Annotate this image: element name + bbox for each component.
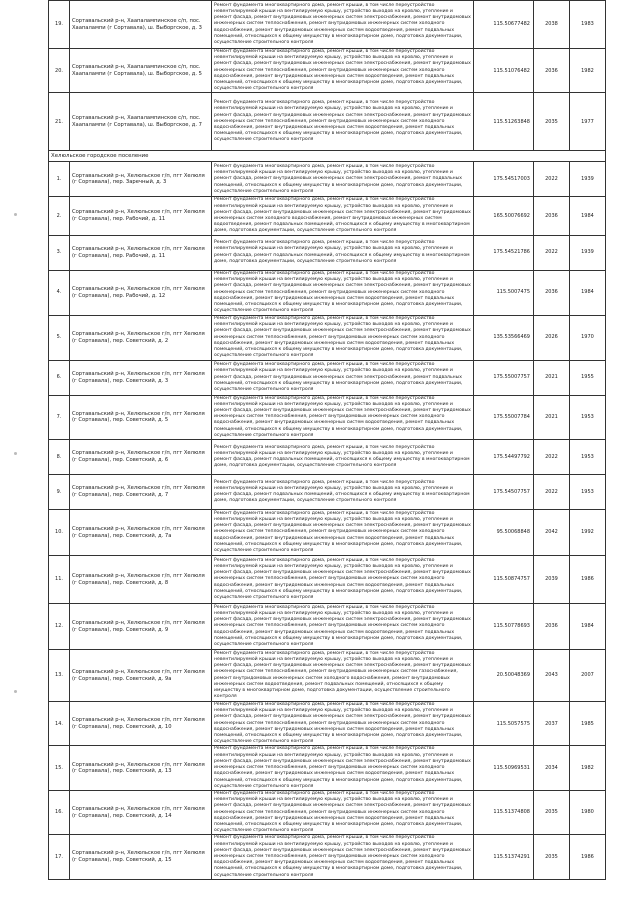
row-address: Сортавальский р-н, Хелюльское г/п, пгт Хелюля (г Сортавала), пер. Заречный, д. 3: [70, 162, 212, 197]
row-address: Сортавальский р-н, Хелюльское г/п, пгт Хелюля (г Сортавала), пер. Советский, д. 2: [70, 315, 212, 360]
row-work-description: Ремонт фундамента многоквартирного дома, ремонт крыши, в том числе переустройство невентилируемой крыши на вентилируемую крышу, устройство выходов на кровлю, утепление и ремонт фасада, ремонт внутридомовых инженерных систем электроснабжения, ремонт внутридомовых инженерных систем теплоснабжения, ремонт внутридомовых инженерных систем холодного водоснабжения, ремонт внутридомовых инженерных систем водоотведения, ремонт подвальных помещений, относящихся к общему имуществу в многоквартирном доме, подготовка документации, осуществление строительного контроля: [212, 395, 474, 439]
row-build-year: 1955: [570, 360, 606, 395]
row-address: Сортавальский р-н, Хелюльское г/п, пгт Хелюля (г Сортавала), пер. Советский, д. 3: [70, 360, 212, 395]
row-number: 13.: [49, 650, 70, 702]
row-build-year: 1985: [570, 702, 606, 746]
row-planned-year: 2021: [534, 395, 570, 439]
row-number: 9.: [49, 475, 70, 510]
row-address: Сортавальский р-н, Хелюльское г/п, пгт Хелюля (г Сортавала), пер. Советский, д. 8: [70, 556, 212, 604]
table-row: [49, 475, 606, 510]
row-build-year: 1982: [570, 746, 606, 790]
row-address: Сортавальский р-н, Хелюльское г/п, пгт Хелюля (г Сортавала), пер. Советский, д. 14: [70, 790, 212, 834]
table-row: [49, 650, 606, 702]
table-row: [49, 835, 606, 879]
row-work-description: Ремонт фундамента многоквартирного дома, ремонт крыши, в том числе переустройство невентилируемой крыши на вентилируемую крышу, устройство выходов на кровлю, утепление и ремонт фасада, ремонт внутридомовых инженерных систем электроснабжения, ремонт внутридомовых инженерных систем теплоснабжения, ремонт внутридомовых инженерных систем холодного водоснабжения, ремонт внутридомовых инженерных систем водоотведения, ремонт подвальных помещений, относящихся к общему имуществу в многоквартирном доме, подготовка документации, осуществление строительного контроля: [212, 702, 474, 746]
row-planned-year: 2035: [534, 835, 570, 879]
row-planned-year: 2035: [534, 790, 570, 834]
row-number: 2.: [49, 197, 70, 235]
row-cost-value: 115.5007475: [474, 270, 534, 315]
row-cost-value: 135.53566469: [474, 315, 534, 360]
table-row: [49, 395, 606, 439]
row-build-year: 1970: [570, 315, 606, 360]
row-build-year: 1982: [570, 49, 606, 93]
row-address: Сортавальский р-н, Хелюльское г/п, пгт Хелюля (г Сортавала), пер. Советский, д. 7а: [70, 510, 212, 556]
scan-dot: [14, 452, 17, 455]
row-cost-value: 175.54507757: [474, 475, 534, 510]
table-row: [49, 790, 606, 834]
row-work-description: Ремонт фундамента многоквартирного дома, ремонт крыши, в том числе переустройство невентилируемой крыши на вентилируемую крышу, устройство выходов на кровлю, утепление и ремонт фасада, ремонт внутридомовых инженерных систем электроснабжения, ремонт подвальных помещений, относящихся к общему имуществу в многоквартирном доме, подготовка документации, осуществление строительного контроля: [212, 360, 474, 395]
row-number: 12.: [49, 604, 70, 650]
row-cost-value: 115.50874757: [474, 556, 534, 604]
row-planned-year: 2039: [534, 556, 570, 604]
row-cost-value: 175.55007757: [474, 360, 534, 395]
row-number: 3.: [49, 235, 70, 270]
row-cost-value: 175.55007784: [474, 395, 534, 439]
row-number: 4.: [49, 270, 70, 315]
row-planned-year: 2021: [534, 360, 570, 395]
row-cost-value: 115.51263848: [474, 93, 534, 151]
row-number: 19.: [49, 1, 70, 49]
row-planned-year: 2035: [534, 93, 570, 151]
table-row: [49, 702, 606, 746]
row-planned-year: 2036: [534, 197, 570, 235]
table-row: [49, 510, 606, 556]
row-work-description: Ремонт фундамента многоквартирного дома, ремонт крыши, в том числе переустройство невентилируемой крыши на вентилируемую крышу, устройство выходов на кровлю, утепление и ремонт фасада, ремонт внутридомовых инженерных систем электроснабжения, ремонт внутридомовых инженерных систем теплоснабжения, ремонт внутридомовых инженерных систем холодного водоснабжения, ремонт внутридомовых инженерных систем водоотведения, ремонт подвальных помещений, относящихся к общему имуществу в многоквартирном доме, подготовка документации, осуществление строительного контроля: [212, 49, 474, 93]
row-planned-year: 2034: [534, 746, 570, 790]
row-address: Сортавальский р-н, Хаапалампинское с/п, пос. Хаапалампи (г Сортавала), ш. Выборгское, д. 3: [70, 1, 212, 49]
table-row: [49, 93, 606, 151]
row-number: 21.: [49, 93, 70, 151]
document-page: [48, 0, 605, 882]
row-work-description: Ремонт фундамента многоквартирного дома, ремонт крыши, в том числе переустройство невентилируемой крыши на вентилируемую крышу, устройство выходов на кровлю, утепление и ремонт фасада, ремонт подвальных помещений, относящихся к общему имуществу в многоквартирном доме, подготовка документации, осуществление строительного контроля: [212, 235, 474, 270]
row-build-year: 1953: [570, 475, 606, 510]
row-planned-year: 2022: [534, 162, 570, 197]
row-planned-year: 2036: [534, 604, 570, 650]
table-row: [49, 440, 606, 475]
row-work-description: Ремонт фундамента многоквартирного дома, ремонт крыши, в том числе переустройство невентилируемой крыши на вентилируемую крышу, устройство выходов на кровлю, утепление и ремонт фасада, ремонт внутридомовых инженерных систем электроснабжения, ремонт внутридомовых инженерных систем теплоснабжения, ремонт внутридомовых инженерных систем холодного водоснабжения, ремонт внутридомовых инженерных систем водоотведения, ремонт подвальных помещений, относящихся к общему имуществу в многоквартирном доме, подготовка документации, осуществление строительного контроля: [212, 510, 474, 556]
row-planned-year: 2043: [534, 650, 570, 702]
capital-repair-table: [48, 0, 606, 880]
row-build-year: 1977: [570, 93, 606, 151]
row-work-description: Ремонт фундамента многоквартирного дома, ремонт крыши, в том числе переустройство невентилируемой крыши на вентилируемую крышу, устройство выходов на кровлю, утепление и ремонт фасада, ремонт внутридомовых инженерных систем электроснабжения, ремонт внутридомовых инженерных систем теплоснабжения, ремонт внутридомовых инженерных систем холодного водоснабжения, ремонт внутридомовых инженерных систем водоотведения, ремонт подвальных помещений, относящихся к общему имуществу в многоквартирном доме, подготовка документации, осуществление строительного контроля: [212, 790, 474, 834]
row-build-year: 1953: [570, 395, 606, 439]
row-build-year: 1939: [570, 235, 606, 270]
row-number: 1.: [49, 162, 70, 197]
row-address: Сортавальский р-н, Хаапалампинское с/п, пос. Хаапалампи (г Сортавала), ш. Выборгское, д. 5: [70, 49, 212, 93]
row-work-description: Ремонт фундамента многоквартирного дома, ремонт крыши, в том числе переустройство невентилируемой крыши на вентилируемую крышу, устройство выходов на кровлю, утепление и ремонт фасада, ремонт внутридомовых инженерных систем электроснабжения, ремонт внутридомовых инженерных систем теплоснабжения, ремонт внутридомовых инженерных систем холодного водоснабжения, ремонт внутридомовых инженерных систем водоотведения, ремонт подвальных помещений, относящихся к общему имуществу в многоквартирном доме, подготовка документации, осуществление строительного контроля: [212, 835, 474, 879]
row-build-year: 1983: [570, 1, 606, 49]
row-work-description: Ремонт фундамента многоквартирного дома, ремонт крыши, в том числе переустройство невентилируемой крыши на вентилируемую крышу, устройство выходов на кровлю, утепление и ремонт фасада, ремонт внутридомовых инженерных систем электроснабжения, ремонт внутридомовых инженерных систем теплоснабжения, ремонт внутридомовых инженерных систем холодного водоснабжения, ремонт внутридомовых инженерных систем водоотведения, ремонт подвальных помещений, относящихся к общему имуществу в многоквартирном доме, подготовка документации, осуществление строительного контроля: [212, 1, 474, 49]
row-address: Сортавальский р-н, Хелюльское г/п, пгт Хелюля (г Сортавала), пер. Советский, д. 10: [70, 702, 212, 746]
row-build-year: 1980: [570, 790, 606, 834]
row-number: 5.: [49, 315, 70, 360]
table-row: [49, 162, 606, 197]
table-body-top: [49, 1, 606, 151]
row-number: 11.: [49, 556, 70, 604]
row-cost-value: 115.50778693: [474, 604, 534, 650]
row-planned-year: 2037: [534, 702, 570, 746]
row-cost-value: 115.51076482: [474, 49, 534, 93]
row-address: Сортавальский р-н, Хелюльское г/п, пгт Хелюля (г Сортавала), пер. Советский, д. 6: [70, 440, 212, 475]
row-number: 16.: [49, 790, 70, 834]
row-cost-value: 95.50068848: [474, 510, 534, 556]
table-row: [49, 604, 606, 650]
section-header: [49, 151, 606, 162]
row-planned-year: 2036: [534, 49, 570, 93]
row-address: Сортавальский р-н, Хаапалампинское с/п, пос. Хаапалампи (г Сортавала), ш. Выборгское, д. 7: [70, 93, 212, 151]
row-number: 17.: [49, 835, 70, 879]
row-build-year: 1986: [570, 556, 606, 604]
row-planned-year: 2022: [534, 475, 570, 510]
row-number: 7.: [49, 395, 70, 439]
section-row: [49, 151, 606, 162]
table-row: [49, 235, 606, 270]
row-address: Сортавальский р-н, Хелюльское г/п, пгт Хелюля (г Сортавала), пер. Советский, д. 15: [70, 835, 212, 879]
scan-dot: [14, 213, 17, 216]
row-build-year: 1939: [570, 162, 606, 197]
row-number: 8.: [49, 440, 70, 475]
row-number: 14.: [49, 702, 70, 746]
row-planned-year: 2022: [534, 440, 570, 475]
row-work-description: Ремонт фундамента многоквартирного дома, ремонт крыши, в том числе переустройство невентилируемой крыши на вентилируемую крышу, устройство выходов на кровлю, утепление и ремонт фасада, ремонт подвальных помещений, относящихся к общему имуществу в многоквартирном доме, подготовка документации, осуществление строительного контроля: [212, 440, 474, 475]
row-cost-value: 175.54497792: [474, 440, 534, 475]
row-work-description: Ремонт фундамента многоквартирного дома, ремонт крыши, в том числе переустройство невентилируемой крыши на вентилируемую крышу, устройство выходов на кровлю, утепление и ремонт фасада, ремонт подвальных помещений, относящихся к общему имуществу в многоквартирном доме, подготовка документации, осуществление строительного контроля: [212, 475, 474, 510]
row-work-description: Ремонт фундамента многоквартирного дома, ремонт крыши, в том числе переустройство невентилируемой крыши на вентилируемую крышу, устройство выходов на кровлю, утепление и ремонт фасада, ремонт внутридомовых инженерных систем электроснабжения, ремонт внутридомовых инженерных систем холодного водоснабжения, ремонт внутридомовых инженерных систем водоотведения, ремонт подвальных помещений, относящихся к общему имуществу в многоквартирном доме, подготовка документации, осуществление строительного контроля: [212, 197, 474, 235]
table-row: [49, 197, 606, 235]
row-number: 6.: [49, 360, 70, 395]
table-row: [49, 556, 606, 604]
row-build-year: 1984: [570, 270, 606, 315]
row-work-description: Ремонт фундамента многоквартирного дома, ремонт крыши, в том числе переустройство невентилируемой крыши на вентилируемую крышу, устройство выходов на кровлю, утепление и ремонт фасада, ремонт внутридомовых инженерных систем электроснабжения, ремонт внутридомовых инженерных систем теплоснабжения, ремонт внутридомовых инженерных систем холодного водоснабжения, ремонт внутридомовых инженерных систем водоотведения, ремонт подвальных помещений, относящихся к общему имуществу в многоквартирном доме, подготовка документации, осуществление строительного контроля: [212, 270, 474, 315]
row-number: 10.: [49, 510, 70, 556]
row-planned-year: 2042: [534, 510, 570, 556]
row-cost-value: 115.51374291: [474, 835, 534, 879]
row-build-year: 1992: [570, 510, 606, 556]
row-planned-year: 2038: [534, 1, 570, 49]
row-address: Сортавальский р-н, Хелюльское г/п, пгт Хелюля (г Сортавала), пер. Советский, д. 5: [70, 395, 212, 439]
row-build-year: 1986: [570, 835, 606, 879]
row-build-year: 1984: [570, 604, 606, 650]
row-work-description: Ремонт фундамента многоквартирного дома, ремонт крыши, в том числе переустройство невентилируемой крыши на вентилируемую крышу, устройство выходов на кровлю, утепление и ремонт фасада, ремонт внутридомовых инженерных систем электроснабжения, ремонт внутридомовых инженерных систем теплоснабжения, ремонт внутридомовых инженерных систем холодного водоснабжения, ремонт внутридомовых инженерных систем водоотведения, ремонт подвальных помещений, относящихся к общему имуществу в многоквартирном доме, подготовка документации, осуществление строительного контроля: [212, 556, 474, 604]
row-build-year: 1953: [570, 440, 606, 475]
table-row: [49, 49, 606, 93]
row-cost-value: 20.50048369: [474, 650, 534, 702]
section-title: Хелюльское городское поселение: [49, 151, 606, 162]
row-address: Сортавальский р-н, Хелюльское г/п, пгт Хелюля (г Сортавала), пер. Рабочий, д. 12: [70, 270, 212, 315]
row-number: 15.: [49, 746, 70, 790]
row-planned-year: 2026: [534, 315, 570, 360]
row-planned-year: 2022: [534, 235, 570, 270]
row-cost-value: 115.50969531: [474, 746, 534, 790]
row-work-description: Ремонт фундамента многоквартирного дома, ремонт крыши, в том числе переустройство невентилируемой крыши на вентилируемую крышу, устройство выходов на кровлю, утепление и ремонт фасада, ремонт внутридомовых инженерных систем электроснабжения, ремонт внутридомовых инженерных систем теплоснабжения, ремонт внутридомовых инженерных систем холодного водоснабжения, ремонт внутридомовых инженерных систем водоотведения, ремонт подвальных помещений, относящихся к общему имуществу в многоквартирном доме, подготовка документации, осуществление строительного контроля: [212, 315, 474, 360]
row-cost-value: 165.50076692: [474, 197, 534, 235]
row-address: Сортавальский р-н, Хелюльское г/п, пгт Хелюля (г Сортавала), пер. Рабочий, д. 11: [70, 197, 212, 235]
row-cost-value: 115.51374808: [474, 790, 534, 834]
row-address: Сортавальский р-н, Хелюльское г/п, пгт Хелюля (г Сортавала), пер. Советский, д. 9: [70, 604, 212, 650]
row-planned-year: 2036: [534, 270, 570, 315]
row-work-description: Ремонт фундамента многоквартирного дома, ремонт крыши, в том числе переустройство невентилируемой крыши на вентилируемую крышу, устройство выходов на кровлю, утепление и ремонт фасада, ремонт внутридомовых инженерных систем электроснабжения, ремонт внутридомовых инженерных систем теплоснабжения, ремонт внутридомовых инженерных систем холодного водоснабжения, ремонт внутридомовых инженерных систем водоотведения, ремонт подвальных помещений, относящихся к общему имуществу в многоквартирном доме, подготовка документации, осуществление строительного контроля: [212, 746, 474, 790]
row-work-description: Ремонт фундамента многоквартирного дома, ремонт крыши, в том числе переустройство невентилируемой крыши на вентилируемую крышу, устройство выходов на кровлю, утепление и ремонт фасада, ремонт внутридомовых инженерных систем электроснабжения, ремонт внутридомовых инженерных систем теплоснабжения, ремонт внутридомовых инженерных систем холодного водоснабжения, ремонт внутридомовых инженерных систем водоотведения, ремонт подвальных помещений, относящихся к общему имуществу в многоквартирном доме, подготовка документации, осуществление строительного контроля: [212, 604, 474, 650]
scan-dot: [14, 690, 17, 693]
table-row: [49, 360, 606, 395]
table-row: [49, 746, 606, 790]
row-address: Сортавальский р-н, Хелюльское г/п, пгт Хелюля (г Сортавала), пер. Советский, д. 9а: [70, 650, 212, 702]
row-number: 20.: [49, 49, 70, 93]
row-cost-value: 175.54517003: [474, 162, 534, 197]
row-build-year: 1984: [570, 197, 606, 235]
row-work-description: Ремонт фундамента многоквартирного дома, ремонт крыши, в том числе переустройство невентилируемой крыши на вентилируемую крышу, устройство выходов на кровлю, утепление и ремонт фасада, ремонт внутридомовых инженерных систем электроснабжения, ремонт внутридомовых инженерных систем теплоснабжения, ремонт внутридомовых инженерных систем газоснабжения, ремонт внутридомовых инженерных систем холодного водоснабжения, ремонт внутридомовых инженерных систем водоотведения, ремонт подвальных помещений, относящихся к общему имуществу в многоквартирном доме, подготовка документации, осуществление строительного контроля: [212, 650, 474, 702]
row-build-year: 2007: [570, 650, 606, 702]
row-address: Сортавальский р-н, Хелюльское г/п, пгт Хелюля (г Сортавала), пер. Рабочий, д. 11: [70, 235, 212, 270]
row-cost-value: 115.5057575: [474, 702, 534, 746]
row-address: Сортавальский р-н, Хелюльское г/п, пгт Хелюля (г Сортавала), пер. Советский, д. 13: [70, 746, 212, 790]
row-cost-value: 175.54521786: [474, 235, 534, 270]
table-body-main: [49, 162, 606, 879]
row-work-description: Ремонт фундамента многоквартирного дома, ремонт крыши, в том числе переустройство невентилируемой крыши на вентилируемую крышу, устройство выходов на кровлю, утепление и ремонт фасада, ремонт внутридомовых инженерных систем электроснабжения, ремонт подвальных помещений, относящихся к общему имуществу в многоквартирном доме, подготовка документации, осуществление строительного контроля: [212, 162, 474, 197]
row-work-description: Ремонт фундамента многоквартирного дома, ремонт крыши, в том числе переустройство невентилируемой крыши на вентилируемую крышу, устройство выходов на кровлю, утепление и ремонт фасада, ремонт внутридомовых инженерных систем электроснабжения, ремонт внутридомовых инженерных систем теплоснабжения, ремонт внутридомовых инженерных систем холодного водоснабжения, ремонт внутридомовых инженерных систем водоотведения, ремонт подвальных помещений, относящихся к общему имуществу в многоквартирном доме, подготовка документации, осуществление строительного контроля: [212, 93, 474, 151]
row-address: Сортавальский р-н, Хелюльское г/п, пгт Хелюля (г Сортавала), пер. Советский, д. 7: [70, 475, 212, 510]
row-cost-value: 115.50677482: [474, 1, 534, 49]
table-row: [49, 315, 606, 360]
table-row: [49, 270, 606, 315]
table-row: [49, 1, 606, 49]
